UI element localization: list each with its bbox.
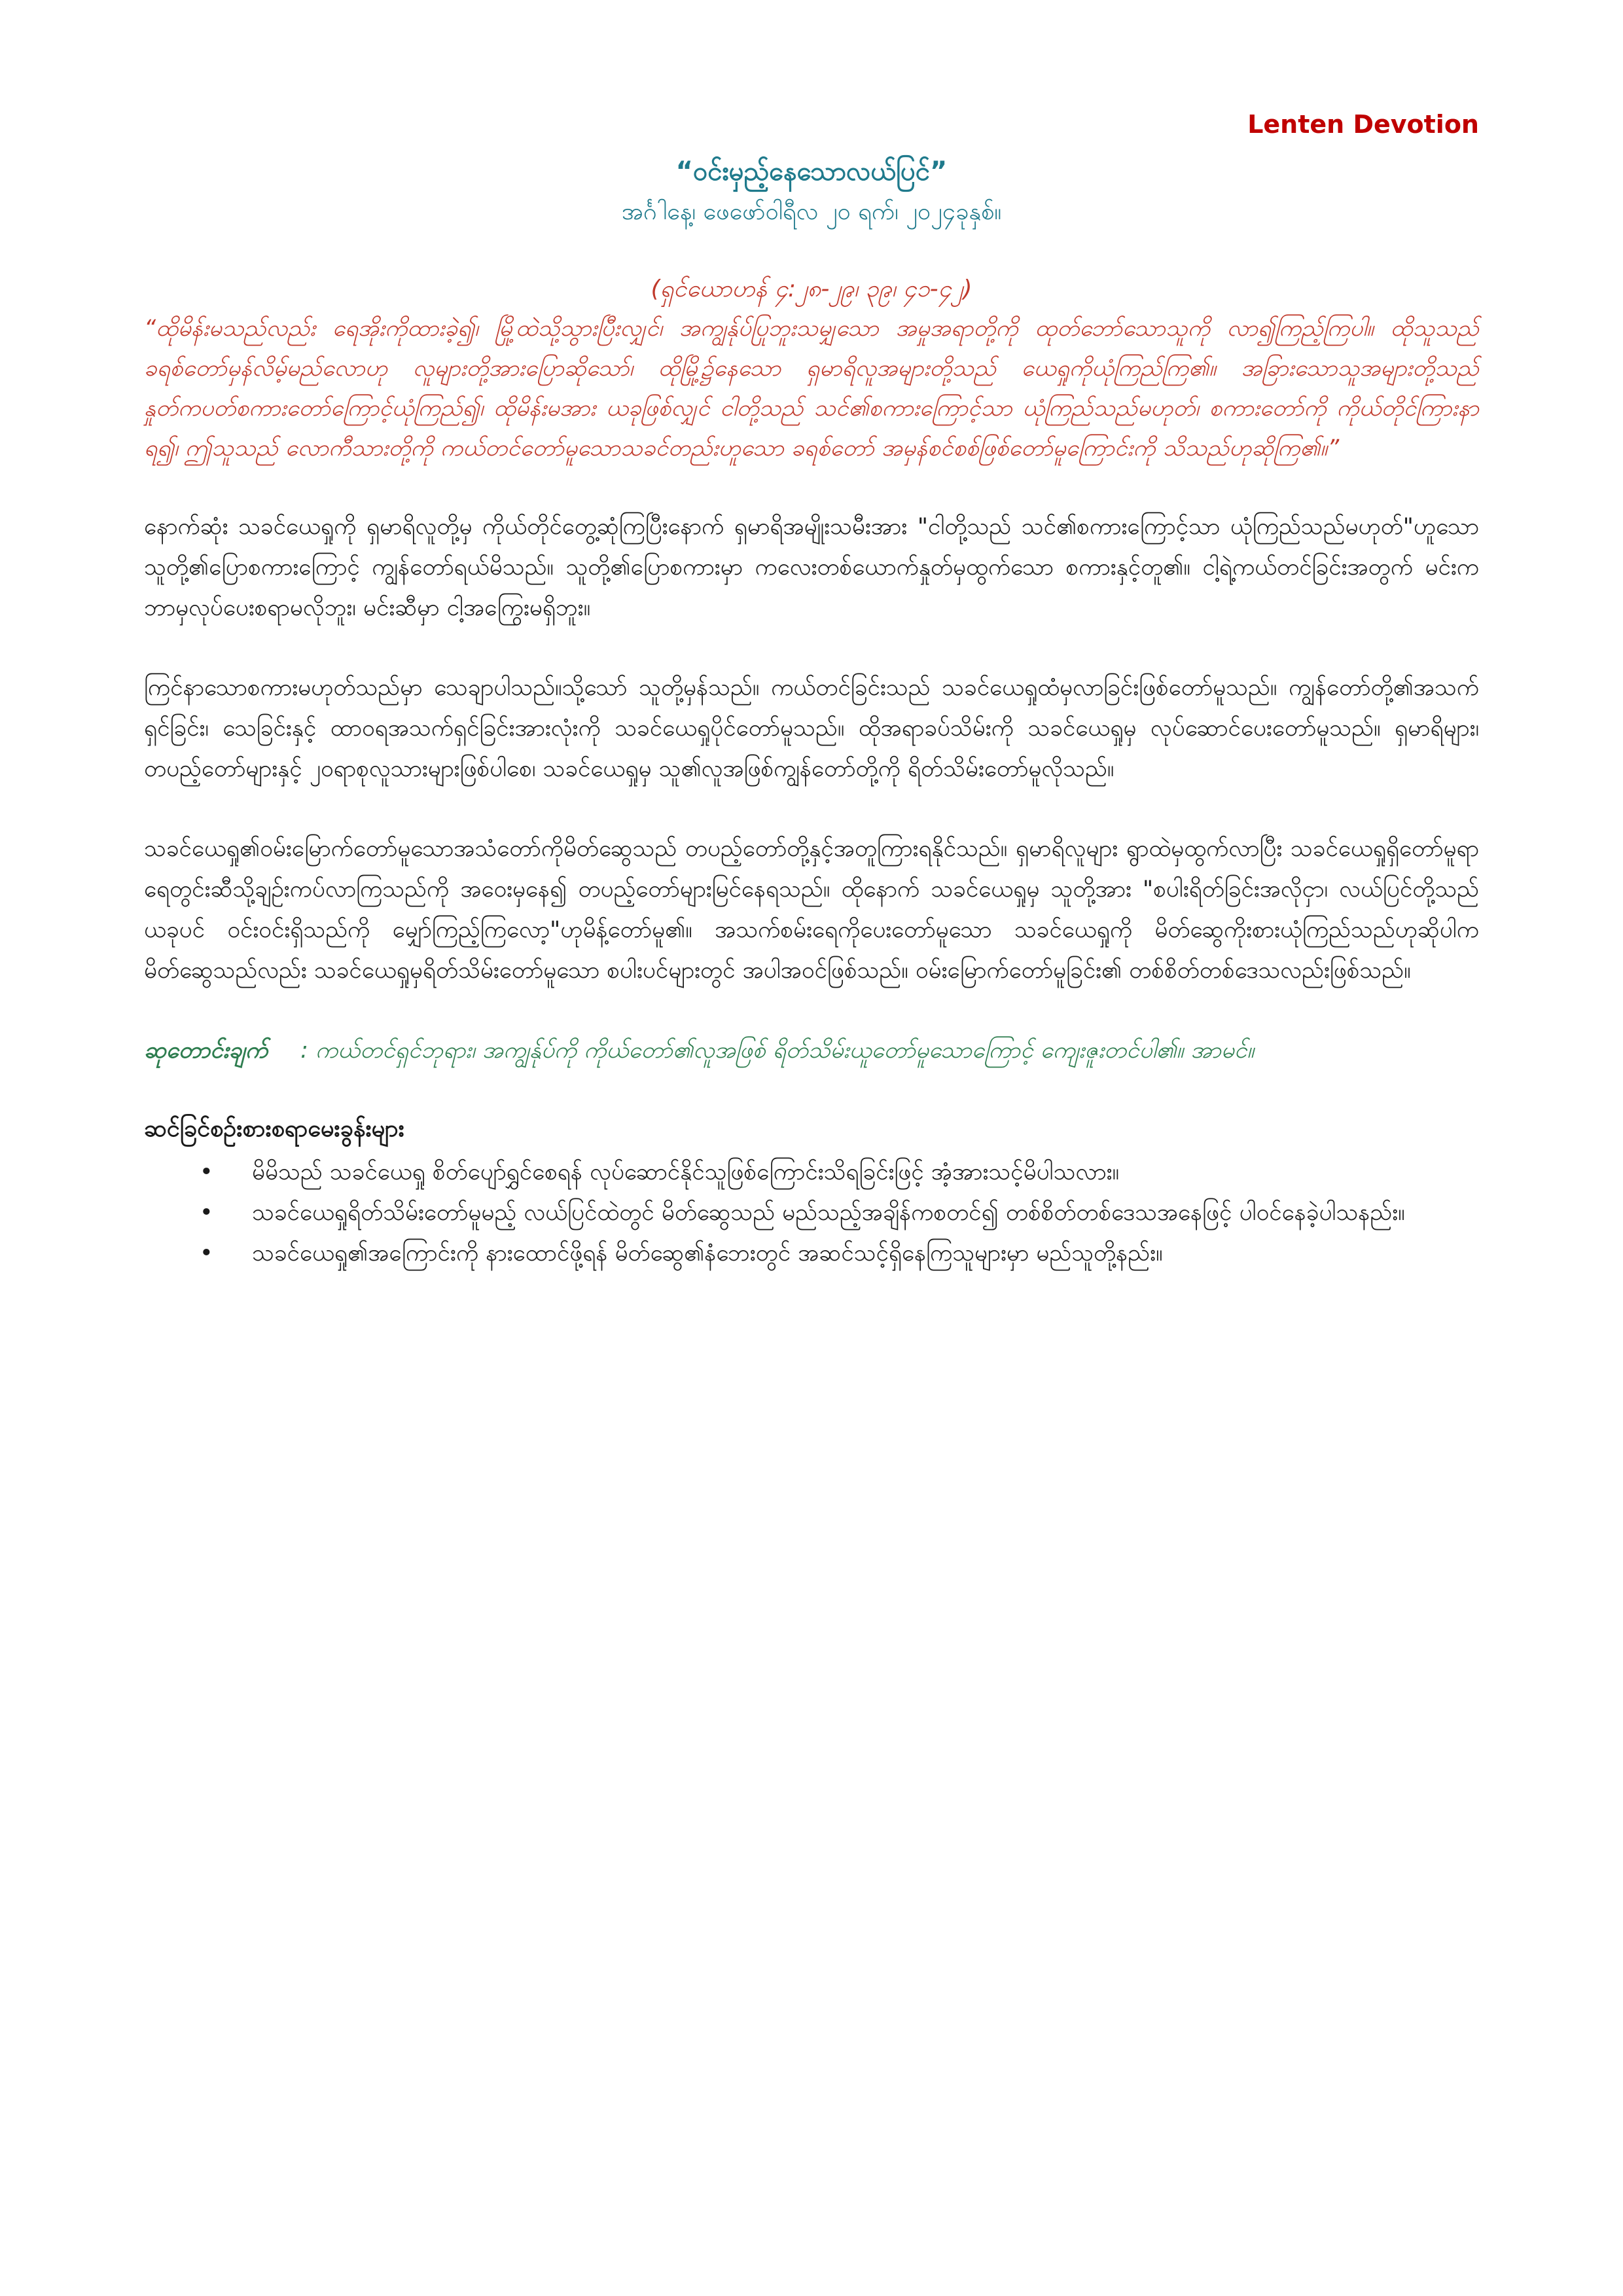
- prayer: [144, 1030, 1479, 1071]
- list-item: [200, 1233, 1479, 1274]
- devotion-page: [144, 105, 1479, 1274]
- scripture-text: “ထိုမိန်းမသည်လည်း ရေအိုးကိုထားခဲ့၍၊ မြို့ထဲသို့သွားပြီးလျှင်၊ အကျွန်ုပ်ပြုဘူးသမျှသော အမှုအရာတို့ကို ထုတ်ဘော်သောသူကို လာ၍ကြည့်ကြပါ။ ထိုသူသည် ခရစ်တော်မှန်လိမ့်မည်လောဟု လူများတို့အားပြောဆိုသော်၊ ထိုမြို့၌နေသော ရှမာရိလူအများတို့သည် ယေရှုကိုယုံကြည်ကြ၏။ အခြားသောသူအများတို့သည် နှုတ်ကပတ်စကားတော်ကြောင့်ယုံကြည်၍၊ ထိုမိန်းမအား ယခုဖြစ်လျှင် ငါတို့သည် သင်၏စကားကြောင့်သာ ယုံကြည်သည်မဟုတ်၊ စကားတော်ကို ကိုယ်တိုင်ကြားနာရ၍၊ ဤသူသည် လောကီသားတို့ကို ကယ်တင်တော်မူသောသခင်တည်းဟူသော ခရစ်တော် အမှန်စင်စစ်ဖြစ်တော်မူကြောင်းကို သိသည်ဟုဆိုကြ၏။”: [144, 315, 1479, 461]
- bullet-icon: •: [200, 1159, 213, 1185]
- devotion-title: “ဝင်းမှည့်နေသောလယ်ပြင်”: [675, 156, 948, 187]
- devotion-date: အင်္ဂါနေ့၊ ဖေဖော်ဝါရီလ ၂၀ ရက်၊ ၂၀၂၄ခုနှစ်။: [621, 198, 1002, 225]
- body-paragraph-1: နောက်ဆုံး သခင်ယေရှုကို ရှမာရိလူတို့မှ ကိုယ်တိုင်တွေ့ဆုံကြပြီးနောက် ရှမာရိအမျိုးသမီးအား "ငါတို့သည် သင်၏စကားကြောင့်သာ ယုံကြည်သည်မဟုတ်"ဟူသောသူတို့၏ပြောစကားကြောင့် ကျွန်တော်ရယ်မိသည်။ သူတို့၏ပြောစကားမှာ ကလေးတစ်ယောက်နှုတ်မှထွက်သော စကားနှင့်တူ၏။ ငါ့ရဲ့ကယ်တင်ခြင်းအတွက် မင်းကဘာမှလုပ်ပေးစရာမလိုဘူး၊ မင်းဆီမှာ ငါ့အကြွေးမရှိဘူး။: [144, 514, 1479, 621]
- scripture-reference: (ရှင်ယောဟန် ၄:၂၈-၂၉၊ ၃၉၊ ၄၁-၄၂): [651, 276, 972, 302]
- question-text: သခင်ယေရှု၏အကြောင်းကို နားထောင်ဖို့ရန် မိတ်ဆွေ၏နံဘေးတွင် အဆင်သင့်ရှိနေကြသူများမှာ မည်သူတို့နည်း။: [252, 1240, 1163, 1266]
- prayer-text: : ကယ်တင်ရှင်ဘုရား၊ အကျွန်ုပ်ကို ကိုယ်တော်၏လူအဖြစ် ရိတ်သိမ်းယူတော်မူသောကြောင့် ကျေးဇူးတင်ပါ၏။ အာမင်။: [300, 1037, 1255, 1064]
- reflection-questions-heading: ဆင်ခြင်စဉ်းစားစရာမေးခွန်းများ: [144, 1115, 404, 1142]
- lenten-devotion-label: Lenten Devotion: [1247, 110, 1479, 139]
- list-item: [200, 1152, 1479, 1193]
- reflection-questions-list: [144, 1152, 1479, 1274]
- question-text: မိမိသည် သခင်ယေရှု စိတ်ပျော်ရွှင်စေရန် လုပ်ဆောင်နိုင်သူဖြစ်ကြောင်းသိရခြင်းဖြင့် အံ့အားသင့်မိပါသလား။: [252, 1159, 1120, 1185]
- bullet-icon: •: [200, 1240, 213, 1266]
- body-paragraph-2: ကြင်နာသောစကားမဟုတ်သည်မှာ သေချာပါသည်။သို့သော် သူတို့မှန်သည်။ ကယ်တင်ခြင်းသည် သခင်ယေရှုထံမှလာခြင်းဖြစ်တော်မူသည်။ ကျွန်တော်တို့၏အသက်ရှင်ခြင်း၊ သေခြင်းနှင့် ထာဝရအသက်ရှင်ခြင်းအားလုံးကို သခင်ယေရှုပိုင်တော်မူသည်။ ထိုအရာခပ်သိမ်းကို သခင်ယေရှုမှ လုပ်ဆောင်ပေးတော်မူသည်။ ရှမာရိများ၊ တပည့်တော်များနှင့် ၂၀ရာစုလူသားများဖြစ်ပါစေ၊ သခင်ယေရှုမှ သူ၏လူအဖြစ်ကျွန်တော်တို့ကို ရိတ်သိမ်းတော်မူလိုသည်။: [144, 675, 1479, 782]
- bullet-icon: •: [200, 1200, 213, 1226]
- question-text: သခင်ယေရှုရိတ်သိမ်းတော်မူမည့် လယ်ပြင်ထဲတွင် မိတ်ဆွေသည် မည်သည့်အချိန်ကစတင်၍ တစ်စိတ်တစ်ဒေသအနေဖြင့် ပါဝင်နေခဲ့ပါသနည်း။: [252, 1200, 1405, 1226]
- list-item: [200, 1193, 1479, 1233]
- prayer-label: ဆုတောင်းချက်: [144, 1037, 268, 1064]
- body-paragraph-3: သခင်ယေရှု၏ဝမ်းမြောက်တော်မူသောအသံတော်ကိုမိတ်ဆွေသည် တပည့်တော်တို့နှင့်အတူကြားရနိုင်သည်။ ရှမာရိလူများ ရွာထဲမှထွက်လာပြီး သခင်ယေရှုရှိတော်မူရာ ရေတွင်းဆီသို့ချဉ်းကပ်လာကြသည်ကို အဝေးမှနေ၍ တပည့်တော်များမြင်နေရသည်။ ထိုနောက် သခင်ယေရှုမှ သူတို့အား "စပါးရိတ်ခြင်းအလိုငှာ၊ လယ်ပြင်တို့သည် ယခုပင် ဝင်းဝင်းရှိသည်ကို မျှော်ကြည့်ကြလော့"ဟုမိန့်တော်မူ၏။ အသက်စမ်းရေကိုပေးတော်မူသော သခင်ယေရှုကို မိတ်ဆွေကိုးစားယုံကြည်သည်ဟုဆိုပါက မိတ်ဆွေသည်လည်း သခင်ယေရှုမှရိတ်သိမ်းတော်မူသော စပါးပင်များတွင် အပါအဝင်ဖြစ်သည်။ ဝမ်းမြောက်တော်မူခြင်း၏ တစ်စိတ်တစ်ဒေသလည်းဖြစ်သည်။: [144, 836, 1479, 984]
